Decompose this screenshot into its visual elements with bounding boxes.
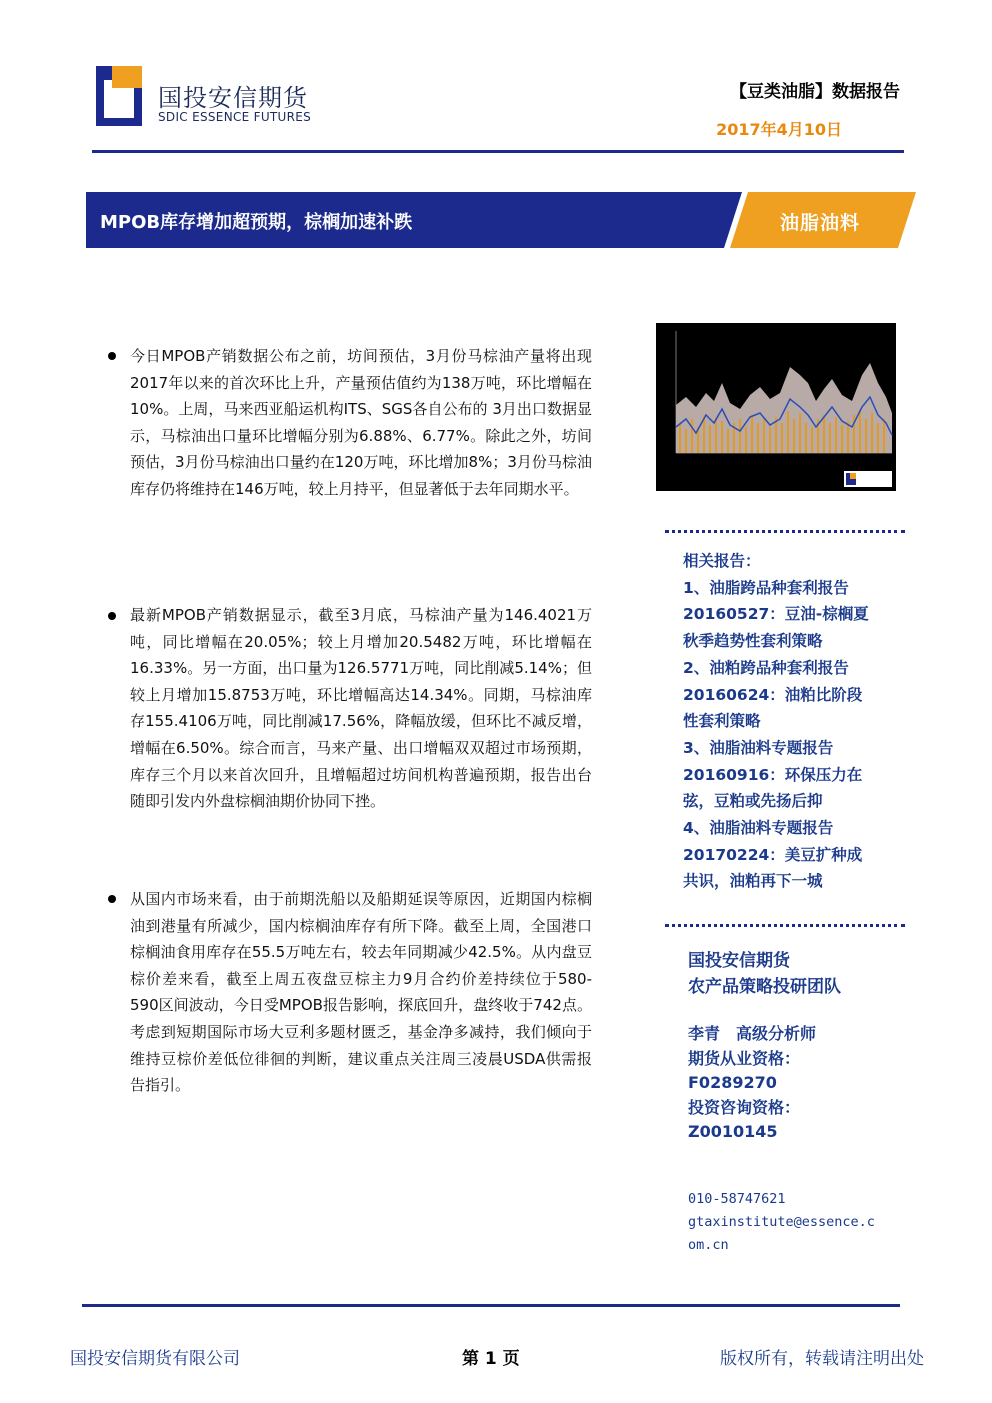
email-line[interactable]: gtaxinstitute@essence.c (688, 1214, 875, 1230)
related-reports-heading: 相关报告： (683, 552, 761, 570)
related-report-line: 3、油脂油料专题报告 (683, 738, 834, 757)
team-name: 农产品策略投研团队 (688, 977, 841, 997)
company-name: 国投安信期货 (688, 951, 790, 971)
related-report-line: 性套利策略 (683, 712, 761, 731)
research-team (688, 948, 841, 1000)
related-report-line: 2、油粕跨品种套利报告 (683, 658, 849, 677)
body-paragraph: 今日MPOB产销数据公布之前，坊间预估，3月份马棕油产量将出现2017年以来的首次环比上升，产量预估值约为138万吨，环比增幅在10%。上周，马来西亚船运机构ITS、SGS各自公布的 3月出口数据显示，马棕油出口量环比增幅分别为6.88%、6.77%。除此之外，坊间预估，3月份马棕油出口量约在120万吨，环比增加8%；3月份马棕油库存仍将维持在146万吨，较上月持平，但显著低于去年同期水平。 (130, 347, 592, 498)
body-paragraph: 从国内市场来看，由于前期洗船以及船期延误等原因，近期国内棕榈油到港量有所减少，国内棕榈油库存有所下降。截至上周，全国港口棕榈油食用库存在55.5万吨左右，较去年同期减少42.5%。从内盘豆棕价差来看，截至上周五夜盘豆棕主力9月合约价差持续位于580-590区间波动，今日受MPOB报告影响，探底回升，盘终收于742点。考虑到短期国际市场大豆利多题材匮乏，基金净多减持，我们倾向于维持豆棕价差低位徘徊的判断，建议重点关注周三凌晨USDA供需报告指引。 (130, 890, 592, 1095)
category-tag: 油脂油料 (780, 212, 861, 234)
header-rule (92, 150, 904, 153)
related-report-line: 20160527：豆油-棕榈夏 (683, 605, 869, 624)
body-paragraph: 最新MPOB产销数据显示，截至3月底，马棕油产量为146.4021万吨，同比增幅在20.05%；较上月增加20.5482万吨，环比增幅在16.33%。另一方面，出口量为126.5771万吨，同比削减5.14%；但较上月增加15.8753万吨，环比增幅高达14.34%。同期，马棕油库存155.4106万吨，同比削减17.56%，降幅放缓，但环比不减反增，增幅在6.50%。综合而言，马来产量、出口增幅双双超过市场预期，库存三个月以来首次回升，且增幅超过坊间机构普遍预期，报告出台随即引发内外盘棕榈油期价协同下挫。 (130, 606, 592, 811)
footer-company: 国投安信期货有限公司 (70, 1349, 240, 1369)
page-number: 第 1 页 (462, 1349, 520, 1369)
logo-text-en: SDIC ESSENCE FUTURES (158, 110, 312, 124)
related-report-line: 弦，豆粕或先扬后抑 (683, 792, 823, 811)
sidebar-divider (665, 530, 905, 533)
bullet-icon (108, 352, 116, 360)
related-report-line: 1、油脂跨品种套利报告 (683, 578, 849, 597)
analyst-name: 李青 高级分析师 (688, 1024, 817, 1043)
bullet-icon (108, 612, 116, 620)
phone-number: 010-58747621 (688, 1191, 786, 1207)
analyst-info (688, 1022, 816, 1145)
logo-text-cn: 国投安信期货 (158, 84, 308, 112)
consulting-label: 投资咨询资格： (688, 1097, 801, 1117)
related-report-line: 秋季趋势性套利策略 (683, 632, 823, 651)
company-logo (96, 66, 142, 126)
contact-info (688, 1188, 875, 1257)
related-report-line: 20160916：环保压力在 (683, 765, 863, 784)
bullet-icon (108, 895, 116, 903)
related-reports (683, 548, 893, 895)
qualification-label: 期货从业资格： (688, 1048, 801, 1068)
qualification-number: F0289270 (688, 1073, 777, 1092)
footer-rule (82, 1304, 900, 1307)
related-report-line: 20170224：美豆扩种成 (683, 845, 863, 864)
related-report-line: 共识，油粕再下一城 (683, 872, 823, 891)
report-date: 2017年4月10日 (716, 120, 842, 139)
footer-copyright: 版权所有，转载请注明出处 (720, 1349, 924, 1369)
report-type: 【豆类油脂】数据报告 (730, 82, 900, 102)
email-line[interactable]: om.cn (688, 1237, 729, 1253)
report-title: MPOB库存增加超预期，棕榈加速补跌 (100, 212, 413, 233)
related-report-line: 4、油脂油料专题报告 (683, 819, 834, 838)
cover-chart-thumbnail (656, 323, 896, 491)
related-report-line: 20160624：油粕比阶段 (683, 685, 863, 704)
sidebar-divider (665, 924, 905, 927)
consulting-number: Z0010145 (688, 1122, 778, 1141)
